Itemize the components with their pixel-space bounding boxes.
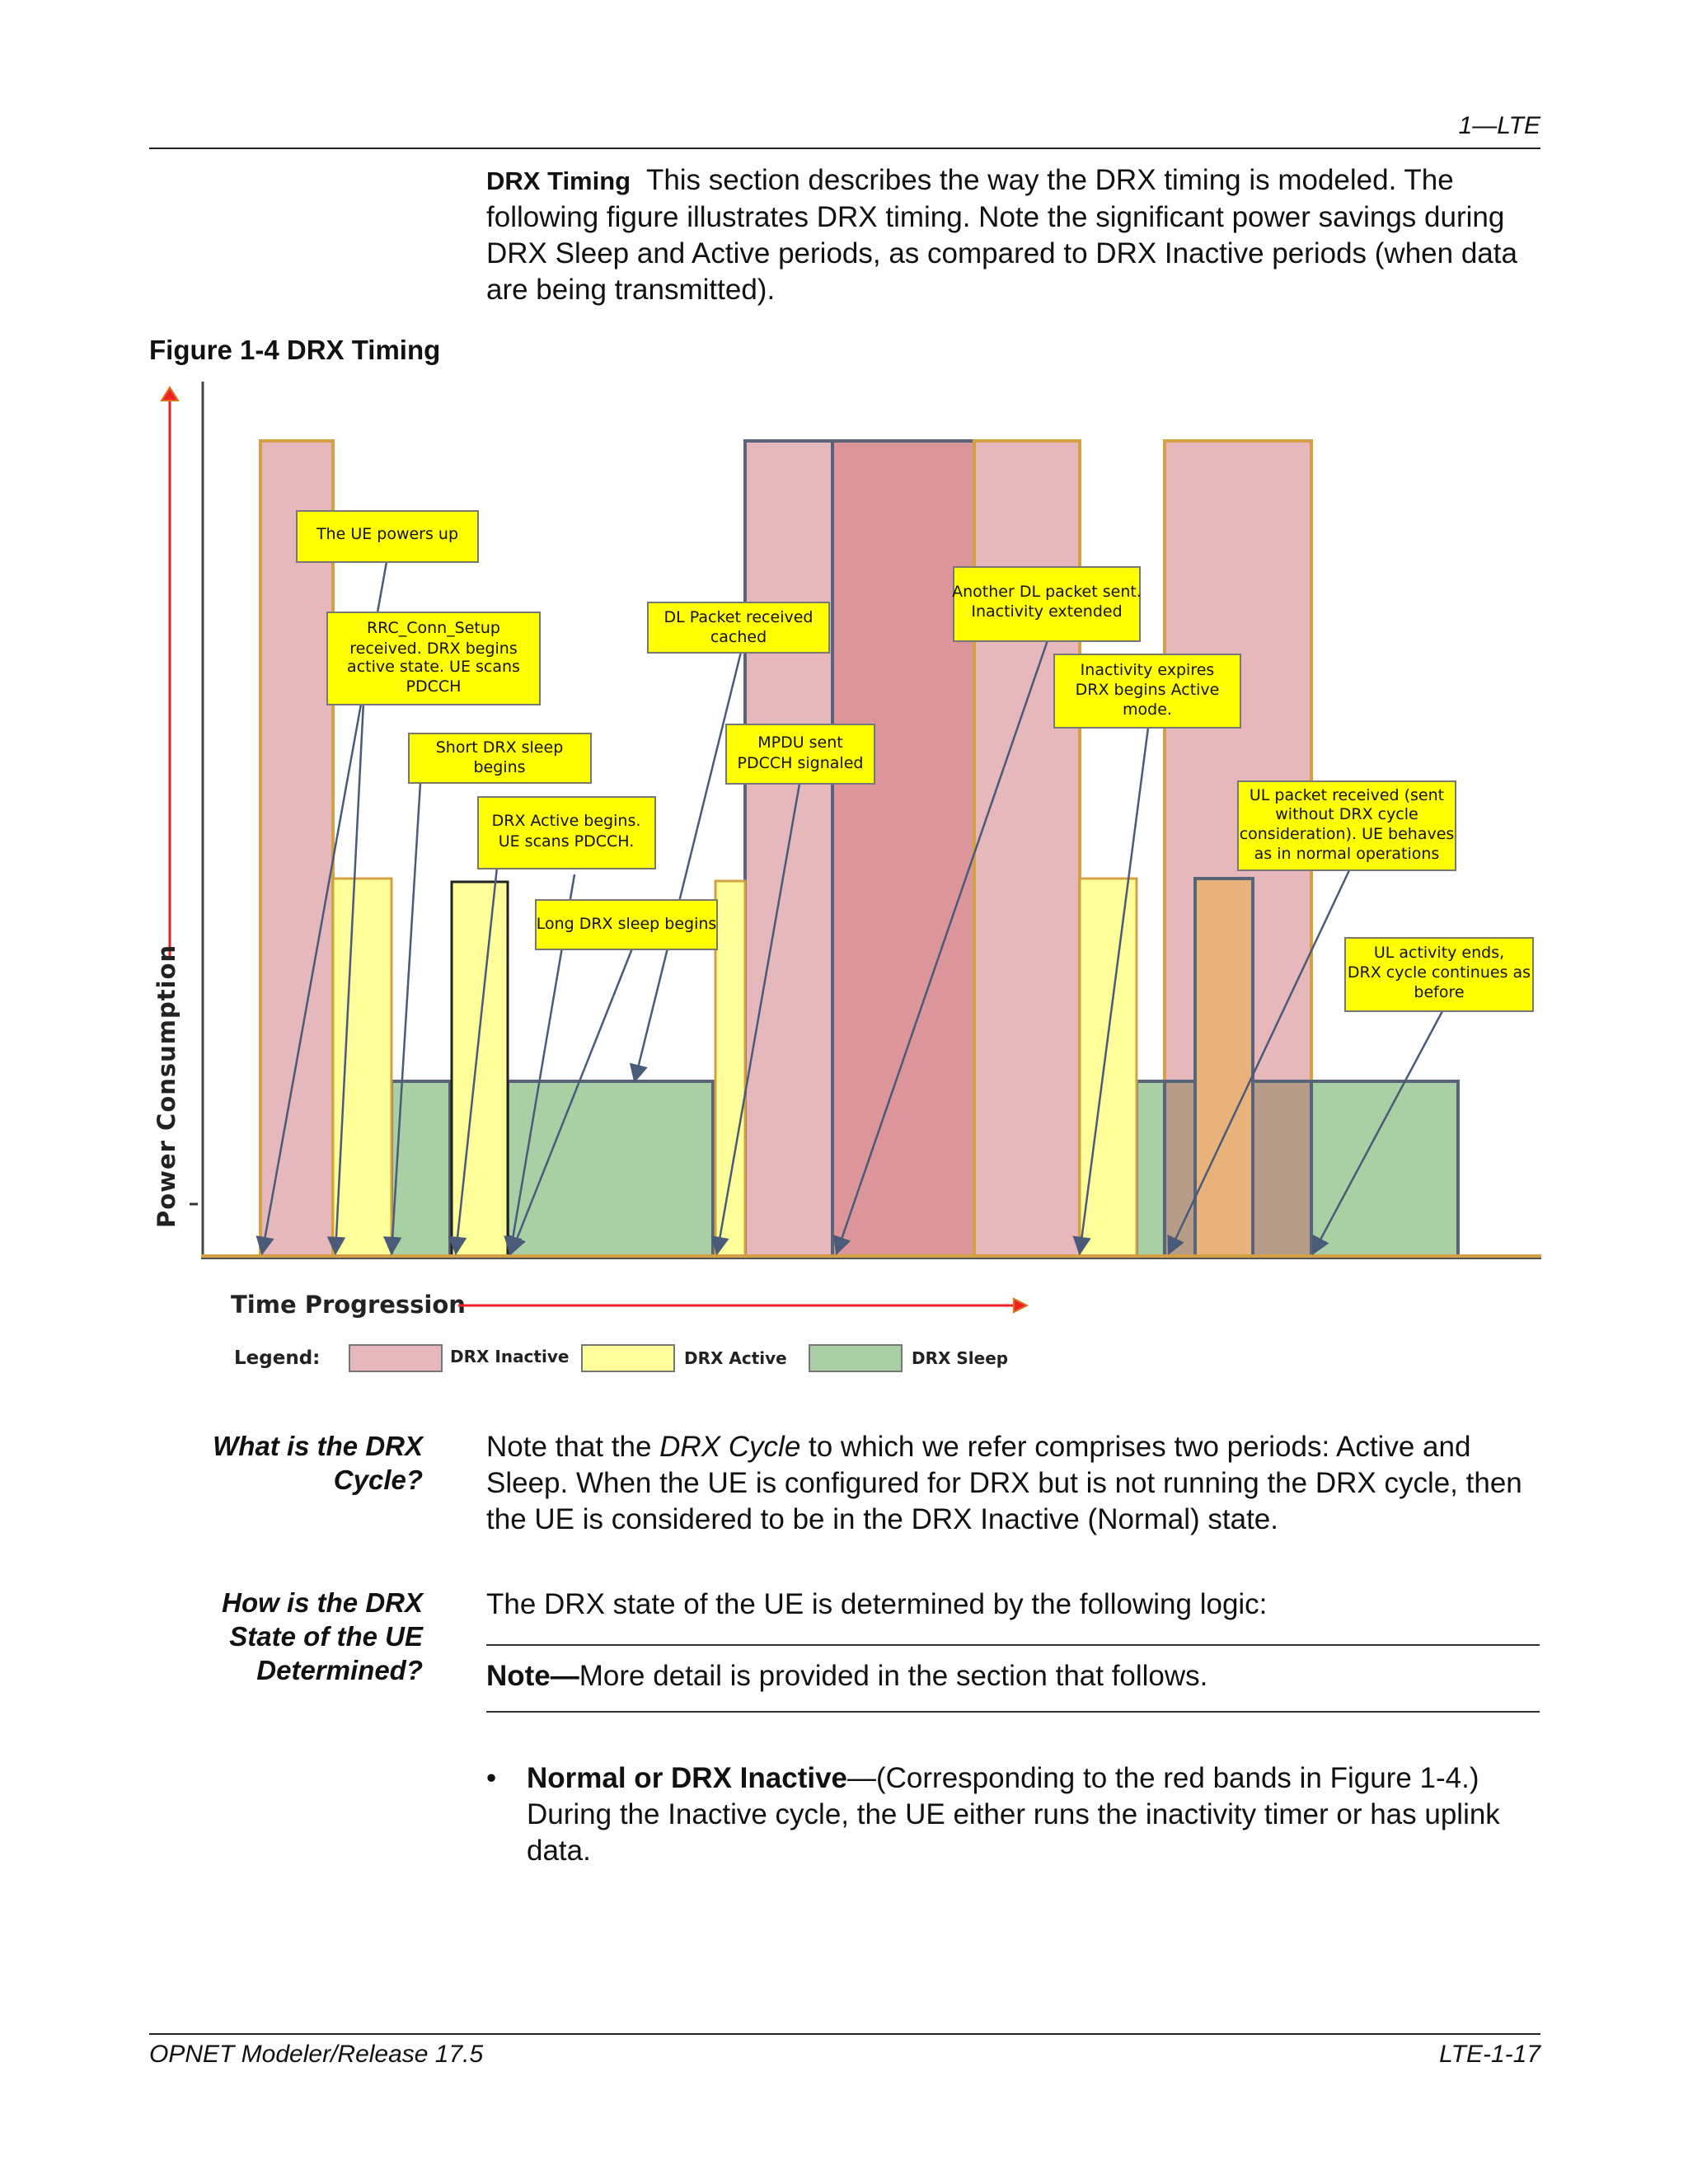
- bullet-text: Normal or DRX Inactive—(Corresponding to the red bands in Figure 1-4.) During the Inactive cycle, the UE either runs the inactivity timer or has uplink data.: [527, 1762, 1500, 1867]
- footer-right: LTE-1-17: [1439, 2041, 1540, 2068]
- header-rule: [149, 148, 1540, 149]
- running-header: 1—LTE: [1458, 112, 1540, 139]
- inactive-bar: [974, 441, 1080, 1257]
- legend-swatch-inactive: [349, 1345, 442, 1371]
- intro-paragraph: [486, 162, 1550, 308]
- legend-item: DRX Sleep: [912, 1348, 1009, 1368]
- q2-side-heading: How is the DRX State of the UE Determined?: [222, 1587, 423, 1685]
- ul-activity-bar: [1195, 879, 1253, 1257]
- callout-text: Inactivity expires DRX begins Active mode.: [1075, 661, 1220, 719]
- drx-cycle-term: DRX Cycle: [659, 1431, 801, 1463]
- inactive-bar: [260, 441, 333, 1257]
- callout-text: Long DRX sleep begins: [536, 915, 717, 933]
- active-bar: [715, 881, 745, 1257]
- callout-text: MPDU sent PDCCH signaled: [737, 733, 864, 772]
- callout-text: DRX Active begins. UE scans PDCCH.: [491, 812, 641, 851]
- legend-item: DRX Active: [684, 1348, 787, 1368]
- x-axis-label: Time Progression: [231, 1291, 466, 1319]
- figure-caption: Figure 1-4 DRX Timing: [149, 335, 441, 365]
- drx-timing-figure: [0, 363, 1688, 1409]
- callout-text: Short DRX sleep begins: [435, 738, 564, 776]
- y-axis-label: Power Consumption: [152, 944, 181, 1228]
- sleep-bar: [508, 1081, 713, 1257]
- note-rule-top: [486, 1644, 1540, 1646]
- callout-text: The UE powers up: [316, 525, 459, 543]
- intro-text: This section describes the way the DRX timing is modeled. The following figure illustrates DRX timing. Note the significant power savings during DRX Sleep and Active periods, as compared to DRX Inactive periods (when data are being transmitted).: [486, 164, 1517, 306]
- note-rule-bottom: [486, 1711, 1540, 1713]
- active-bar: [333, 879, 392, 1257]
- callout-text: Another DL packet sent. Inactivity extended: [952, 583, 1142, 621]
- note: Note—More detail is provided in the section that follows.: [486, 1660, 1208, 1692]
- active-bar: [1080, 879, 1137, 1257]
- time-arrow-head: [1014, 1299, 1027, 1312]
- legend-swatch-active: [582, 1345, 674, 1371]
- footer-rule: [149, 2033, 1540, 2035]
- legend: [234, 1345, 1008, 1371]
- footer-left: OPNET Modeler/Release 17.5: [149, 2041, 484, 2068]
- q2-paragraph: The DRX state of the UE is determined by the following logic:: [486, 1588, 1268, 1620]
- legend-swatch-sleep: [809, 1345, 902, 1371]
- sleep-bar: [1137, 1081, 1165, 1257]
- active-bar: [452, 882, 508, 1257]
- section-heading: DRX Timing: [486, 166, 631, 195]
- legend-label: Legend:: [234, 1347, 321, 1369]
- callout-text: DL Packet received cached: [663, 608, 814, 646]
- callout-text: UL activity ends, DRX cycle continues as before: [1347, 944, 1531, 1001]
- bullet-mark: •: [486, 1762, 497, 1794]
- power-arrow-head: [162, 387, 178, 401]
- sleep-bar: [1311, 1081, 1458, 1257]
- legend-item: DRX Inactive: [450, 1347, 570, 1366]
- callout-text: UL packet received (sent without DRX cycle consideration). UE behaves as in normal operations: [1239, 786, 1455, 863]
- q1-side-heading: What is the DRX Cycle?: [213, 1431, 423, 1495]
- callout-text: RRC_Conn_Setup received. DRX begins active state. UE scans PDCCH: [347, 619, 520, 696]
- q1-paragraph: Note that the DRX Cycle to which we refer comprises two periods: Active and Sleep. When the UE is configured for DRX but is not running the DRX cycle, then the UE is considered to be in the DRX Inactive (Normal) state.: [486, 1431, 1522, 1535]
- inactive-bar-dark: [832, 441, 974, 1257]
